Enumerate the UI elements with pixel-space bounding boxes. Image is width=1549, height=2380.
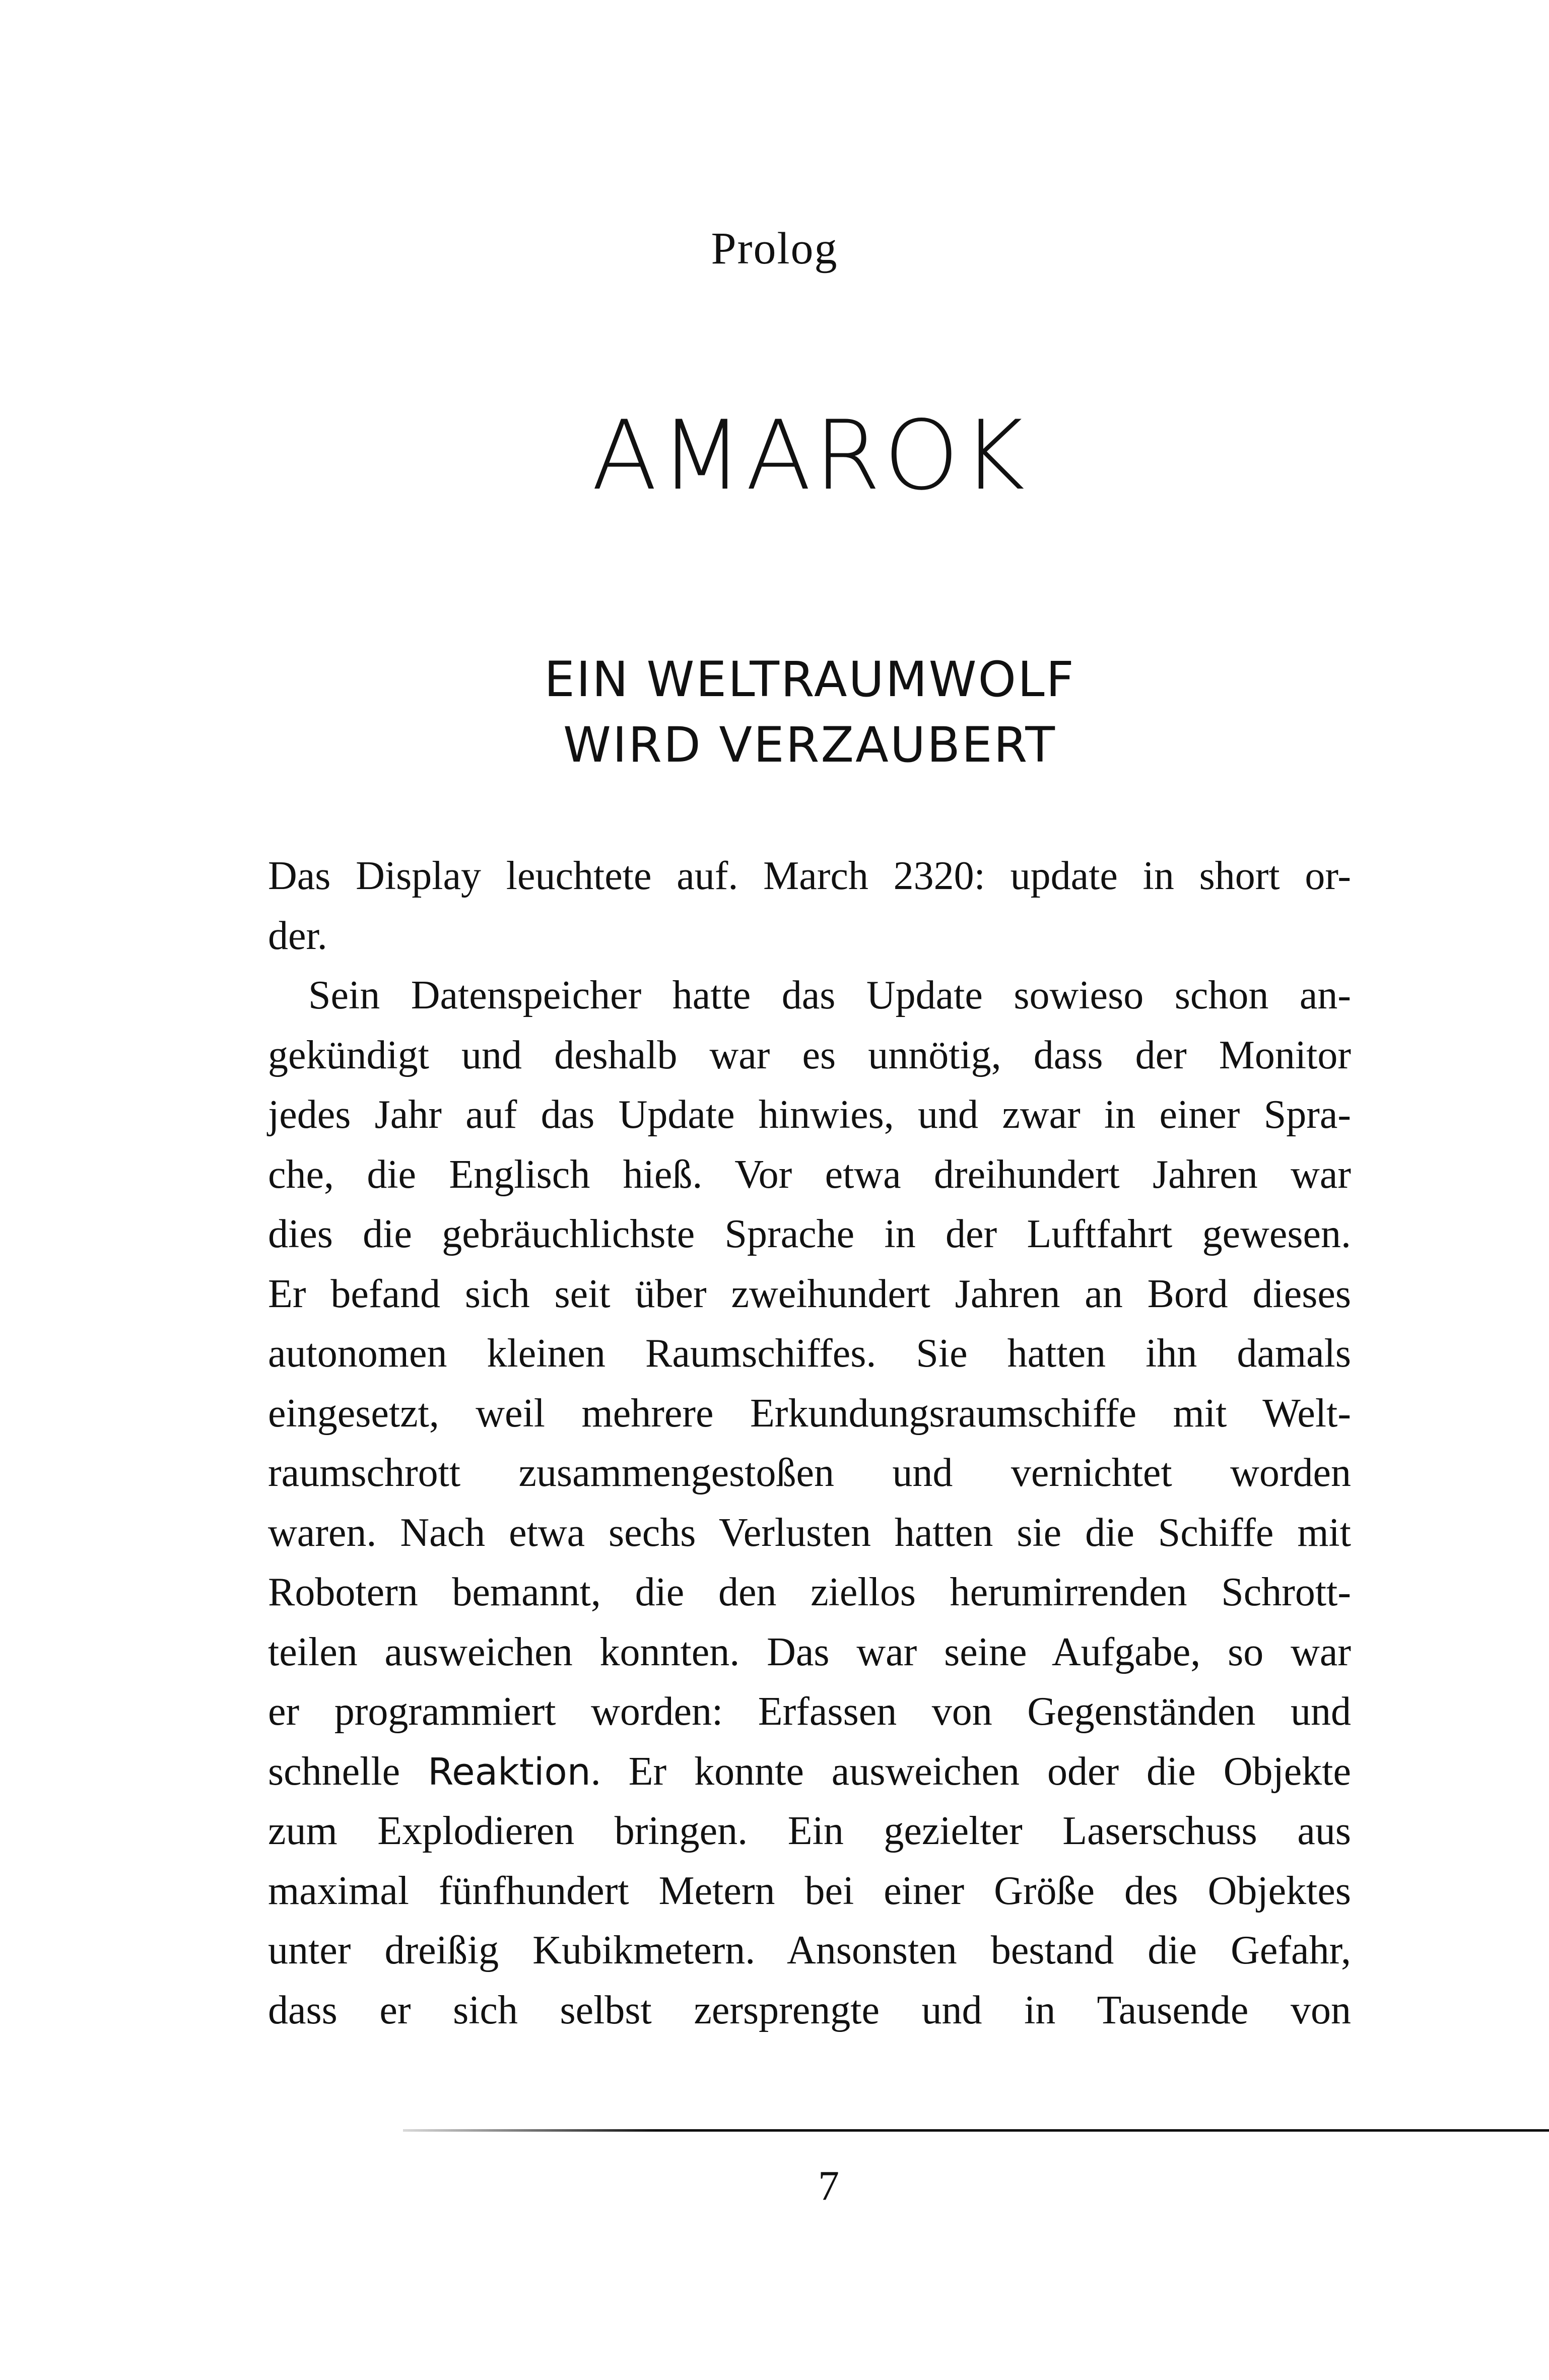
text-line: teilen ausweichen konnten. Das war seine Aufgabe, so war — [268, 1629, 1351, 1674]
text-line: Robotern bemannt, die den ziellos herumirrenden Schrott- — [268, 1570, 1351, 1614]
emphasized-word: Reaktion — [428, 1750, 591, 1794]
text-line: dies die gebräuchlichste Sprache in der Luftfahrt gewesen. — [268, 1212, 1351, 1256]
body-text — [268, 846, 1351, 2040]
text-line: autonomen kleinen Raumschiffes. Sie hatten ihn damals — [268, 1331, 1351, 1376]
text-fragment: schnelle — [268, 1749, 400, 1794]
subtitle-line-1: EIN WELTRAUMWOLF — [544, 651, 1075, 708]
text-line: unter dreißig Kubikmetern. Ansonsten bestand die Gefahr, — [268, 1928, 1351, 1973]
text-line-mixed: schnelle Reaktion. Er konnte ausweichen oder die Objekte — [268, 1749, 1351, 1794]
text-fragment: Er konnte ausweichen oder die Objekte — [628, 1749, 1351, 1794]
text-line: Sein Datenspeicher hatte das Update sowieso schon an- — [308, 973, 1351, 1017]
chapter-subtitle — [0, 647, 1549, 778]
text-line: der. — [268, 913, 327, 958]
subtitle-line-2: WIRD VERZAUBERT — [563, 716, 1056, 773]
text-line: er programmiert worden: Erfassen von Gegenständen und — [268, 1689, 1351, 1734]
text-line: che, die Englisch hieß. Vor etwa dreihundert Jahren war — [268, 1152, 1351, 1197]
chapter-title: AMAROK — [591, 400, 1028, 511]
text-line: waren. Nach etwa sechs Verlusten hatten sie die Schiffe mit — [268, 1510, 1351, 1555]
text-line: eingesetzt, weil mehrere Erkundungsraumschiffe mit Welt- — [268, 1391, 1351, 1436]
page-number: 7 — [818, 2162, 839, 2209]
text-line: jedes Jahr auf das Update hinwies, und zwar in einer Spra- — [268, 1093, 1351, 1137]
section-label: Prolog — [711, 224, 838, 274]
text-line: gekündigt und deshalb war es unnötig, dass der Monitor — [268, 1033, 1351, 1077]
text-line: dass er sich selbst zersprengte und in Tausende von — [268, 1988, 1351, 2032]
text-line: Das Display leuchtete auf. March 2320: update in short or- — [268, 854, 1351, 898]
text-line: raumschrott zusammengestoßen und vernichtet worden — [268, 1451, 1351, 1495]
footer-rule — [403, 2129, 1549, 2132]
text-line: zum Explodieren bringen. Ein gezielter Laserschuss aus — [268, 1809, 1351, 1853]
text-line: Er befand sich seit über zweihundert Jahren an Bord dieses — [268, 1271, 1351, 1316]
text-line: maximal fünfhundert Metern bei einer Größe des Objektes — [268, 1868, 1351, 1913]
